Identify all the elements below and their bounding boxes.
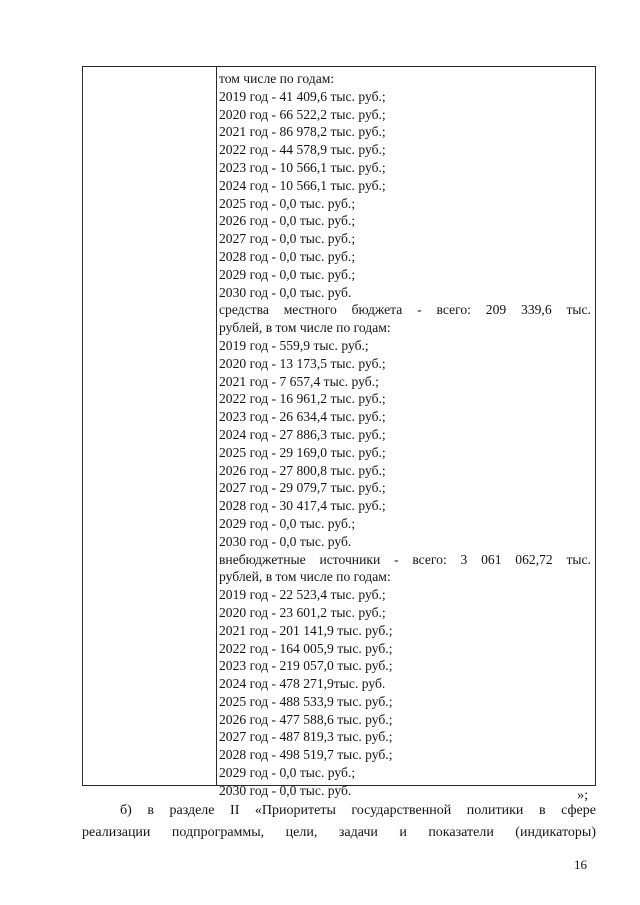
table-line: 2019 год - 559,9 тыс. руб.; (219, 337, 369, 353)
table-left-cell (83, 67, 217, 785)
table-line: 2021 год - 201 141,9 тыс. руб.; (219, 622, 393, 638)
paragraph-line-1: б) в разделе II «Приоритеты государственной политики в сфере (120, 803, 596, 818)
table-line: 2024 год - 478 271,9тыс. руб. (219, 676, 386, 692)
table-line: внебюджетные источники - всего: 3 061 062,72 тыс. (219, 551, 591, 567)
table-line: 2030 год - 0,0 тыс. руб. (219, 284, 352, 300)
table-line: 2027 год - 487 819,3 тыс. руб.; (219, 729, 393, 745)
table-line: 2025 год - 488 533,9 тыс. руб.; (219, 693, 393, 709)
table-right-cell (217, 67, 595, 798)
table-line: средства местного бюджета - всего: 209 339,6 тыс. (219, 302, 591, 318)
table-line: 2020 год - 66 522,2 тыс. руб.; (219, 106, 386, 122)
table-line: 2020 год - 23 601,2 тыс. руб.; (219, 604, 386, 620)
table-line: 2028 год - 0,0 тыс. руб.; (219, 248, 356, 264)
funding-table (82, 66, 596, 798)
table-line: 2024 год - 10 566,1 тыс. руб.; (219, 177, 386, 193)
table-line: 2029 год - 0,0 тыс. руб.; (219, 515, 356, 531)
table-line: рублей, в том числе по годам: (219, 569, 391, 585)
paragraph-line-2: реализации подпрограммы, цели, задачи и показатели (индикаторы) (82, 825, 596, 840)
page-number: 16 (574, 857, 587, 872)
table-line: 2030 год - 0,0 тыс. руб. (219, 533, 352, 549)
table-line: 2022 год - 164 005,9 тыс. руб.; (219, 640, 393, 656)
table-line: 2027 год - 0,0 тыс. руб.; (219, 231, 356, 247)
table-line: 2027 год - 29 079,7 тыс. руб.; (219, 480, 386, 496)
table-line: 2025 год - 0,0 тыс. руб.; (219, 195, 356, 211)
table-line: 2020 год - 13 173,5 тыс. руб.; (219, 355, 386, 371)
table-line: 2029 год - 0,0 тыс. руб.; (219, 765, 356, 781)
table-line: 2026 год - 27 800,8 тыс. руб.; (219, 462, 386, 478)
table-line: 2026 год - 0,0 тыс. руб.; (219, 213, 356, 229)
table-line: 2022 год - 16 961,2 тыс. руб.; (219, 391, 386, 407)
table-line: 2019 год - 41 409,6 тыс. руб.; (219, 88, 386, 104)
table-line: рублей, в том числе по годам: (219, 320, 391, 336)
table-line: 2022 год - 44 578,9 тыс. руб.; (219, 142, 386, 158)
table-line: 2028 год - 30 417,4 тыс. руб.; (219, 498, 386, 514)
closing-quote: »; (577, 788, 588, 803)
table-line: 2023 год - 10 566,1 тыс. руб.; (219, 159, 386, 175)
table-line: 2029 год - 0,0 тыс. руб.; (219, 266, 356, 282)
table-line: 2021 год - 7 657,4 тыс. руб.; (219, 373, 379, 389)
table-line: 2030 год - 0,0 тыс. руб. (219, 782, 352, 798)
table-line: 2019 год - 22 523,4 тыс. руб.; (219, 587, 386, 603)
table-line: 2025 год - 29 169,0 тыс. руб.; (219, 444, 386, 460)
table-line: 2024 год - 27 886,3 тыс. руб.; (219, 426, 386, 442)
table-line: 2026 год - 477 588,6 тыс. руб.; (219, 711, 393, 727)
table-line: 2023 год - 26 634,4 тыс. руб.; (219, 409, 386, 425)
table-line: 2023 год - 219 057,0 тыс. руб.; (219, 658, 393, 674)
table-line: том числе по годам: (219, 71, 335, 86)
table-line: 2028 год - 498 519,7 тыс. руб.; (219, 747, 393, 763)
body-paragraph (82, 800, 596, 844)
table-line: 2021 год - 86 978,2 тыс. руб.; (219, 124, 386, 140)
